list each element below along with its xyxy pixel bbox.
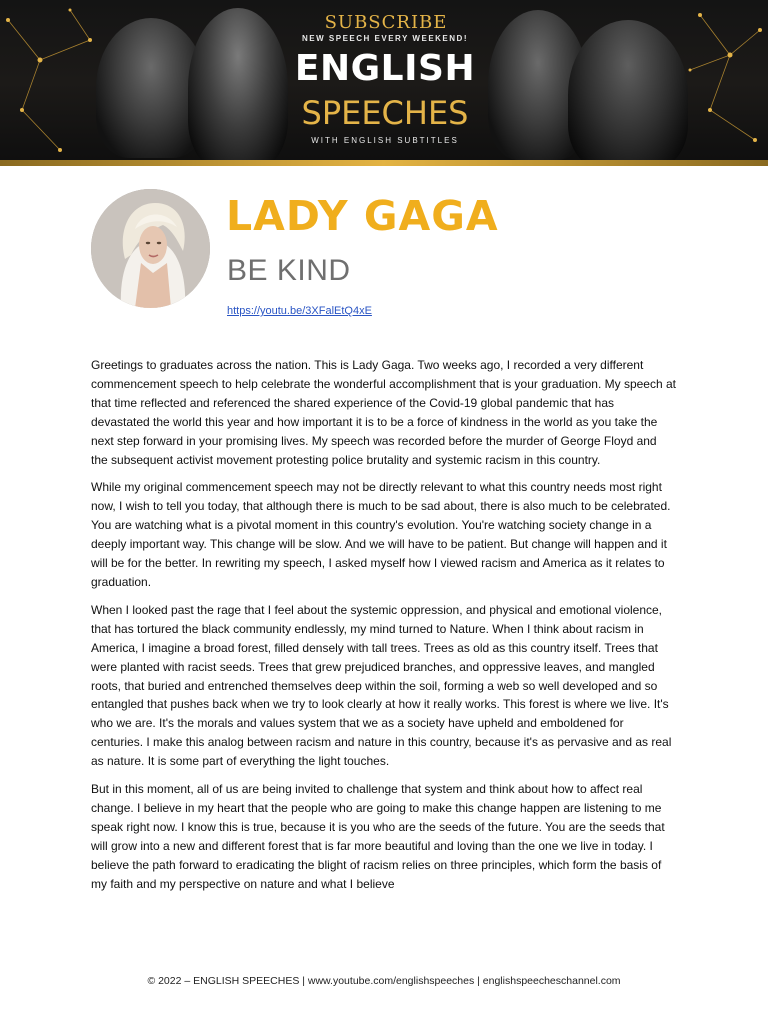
speech-transcript: [91, 356, 676, 902]
speaker-avatar: [91, 189, 210, 308]
header-banner: [0, 0, 768, 166]
youtube-link[interactable]: https://youtu.be/3XFalEtQ4xE: [227, 305, 372, 317]
banner-divider: [0, 160, 768, 166]
banner-tagline: NEW SPEECH EVERY WEEKEND!: [302, 34, 468, 43]
brand-title-line2: SPEECHES: [301, 94, 469, 132]
paragraph: While my original commencement speech may not be directly relevant to what this country needs most right now, I wish to tell you today, that although there is much to be sad about, there is also much to be celebrated. You are watching what is a pivotal moment in this country's evolution. You're watching society change in a deeply important way. This change will be slow. And we will have to be patient. But change will happen and it will be for the better. In rewriting my speech, I asked myself how I viewed racism and America as it relates to graduation.: [91, 480, 671, 589]
subscribe-label: SUBSCRIBE: [324, 12, 448, 33]
paragraph: When I looked past the rage that I feel about the systemic oppression, and physical and emotional violence, that has tortured the black community endlessly, my mind turned to Nature. When I think about racism in America, I imagine a broad forest, filled densely with tall trees. Trees as old as this country itself. Trees that were planted with racist seeds. Trees that grew prejudiced branches, and oppressive leaves, and mangled roots, that buried and entrenched themselves deep within the soil, forming a web so well developed and so entangled that pushes back when we try to look clearly at how it really works. This forest is where we live. It's who we are. It's the morals and values system that we as a society have upheld and emboldened for centuries. I make this analog between racism and nature in this country, because it's as pervasive and as real as nature. It is some part of everything the light touches.: [91, 602, 672, 769]
paragraph: But in this moment, all of us are being invited to challenge that system and think about how to affect real change. I believe in my heart that the people who are going to make this change happen are listening to me speak right now. I know this is true, because it is you who are the seeds of the future. You are the seeds that will grow into a new and different forest that is far more beautiful and loving than the one we live in today. I believe the path forward to eradicating the blight of racism relies on three principles, which form the basis of my faith and my perspective on nature and what I believe: [91, 782, 665, 891]
banner-subtitle: WITH ENGLISH SUBTITLES: [311, 136, 459, 145]
brand-title-line1: ENGLISH: [294, 48, 476, 89]
portrait-image: [91, 189, 210, 308]
page-footer: © 2022 – ENGLISH SPEECHES | www.youtube.com/englishspeeches | englishspeecheschannel.com: [147, 975, 621, 987]
speaker-name: LADY GAGA: [226, 192, 499, 240]
paragraph: Greetings to graduates across the nation. This is Lady Gaga. Two weeks ago, I recorded a very different commencement speech to help celebrate the wonderful accomplishment that is your graduation. My speech at that time reflected and referenced the shared experience of the Covid-19 global pandemic that has devastated the world this year and how important it is to be a force of kindness in the world as you take the next step forward in your promising lives. My speech was recorded before the murder of George Floyd and the subsequent activist movement protesting police brutality and systemic racism in this country.: [91, 358, 676, 467]
speech-title: BE KIND: [227, 254, 351, 287]
